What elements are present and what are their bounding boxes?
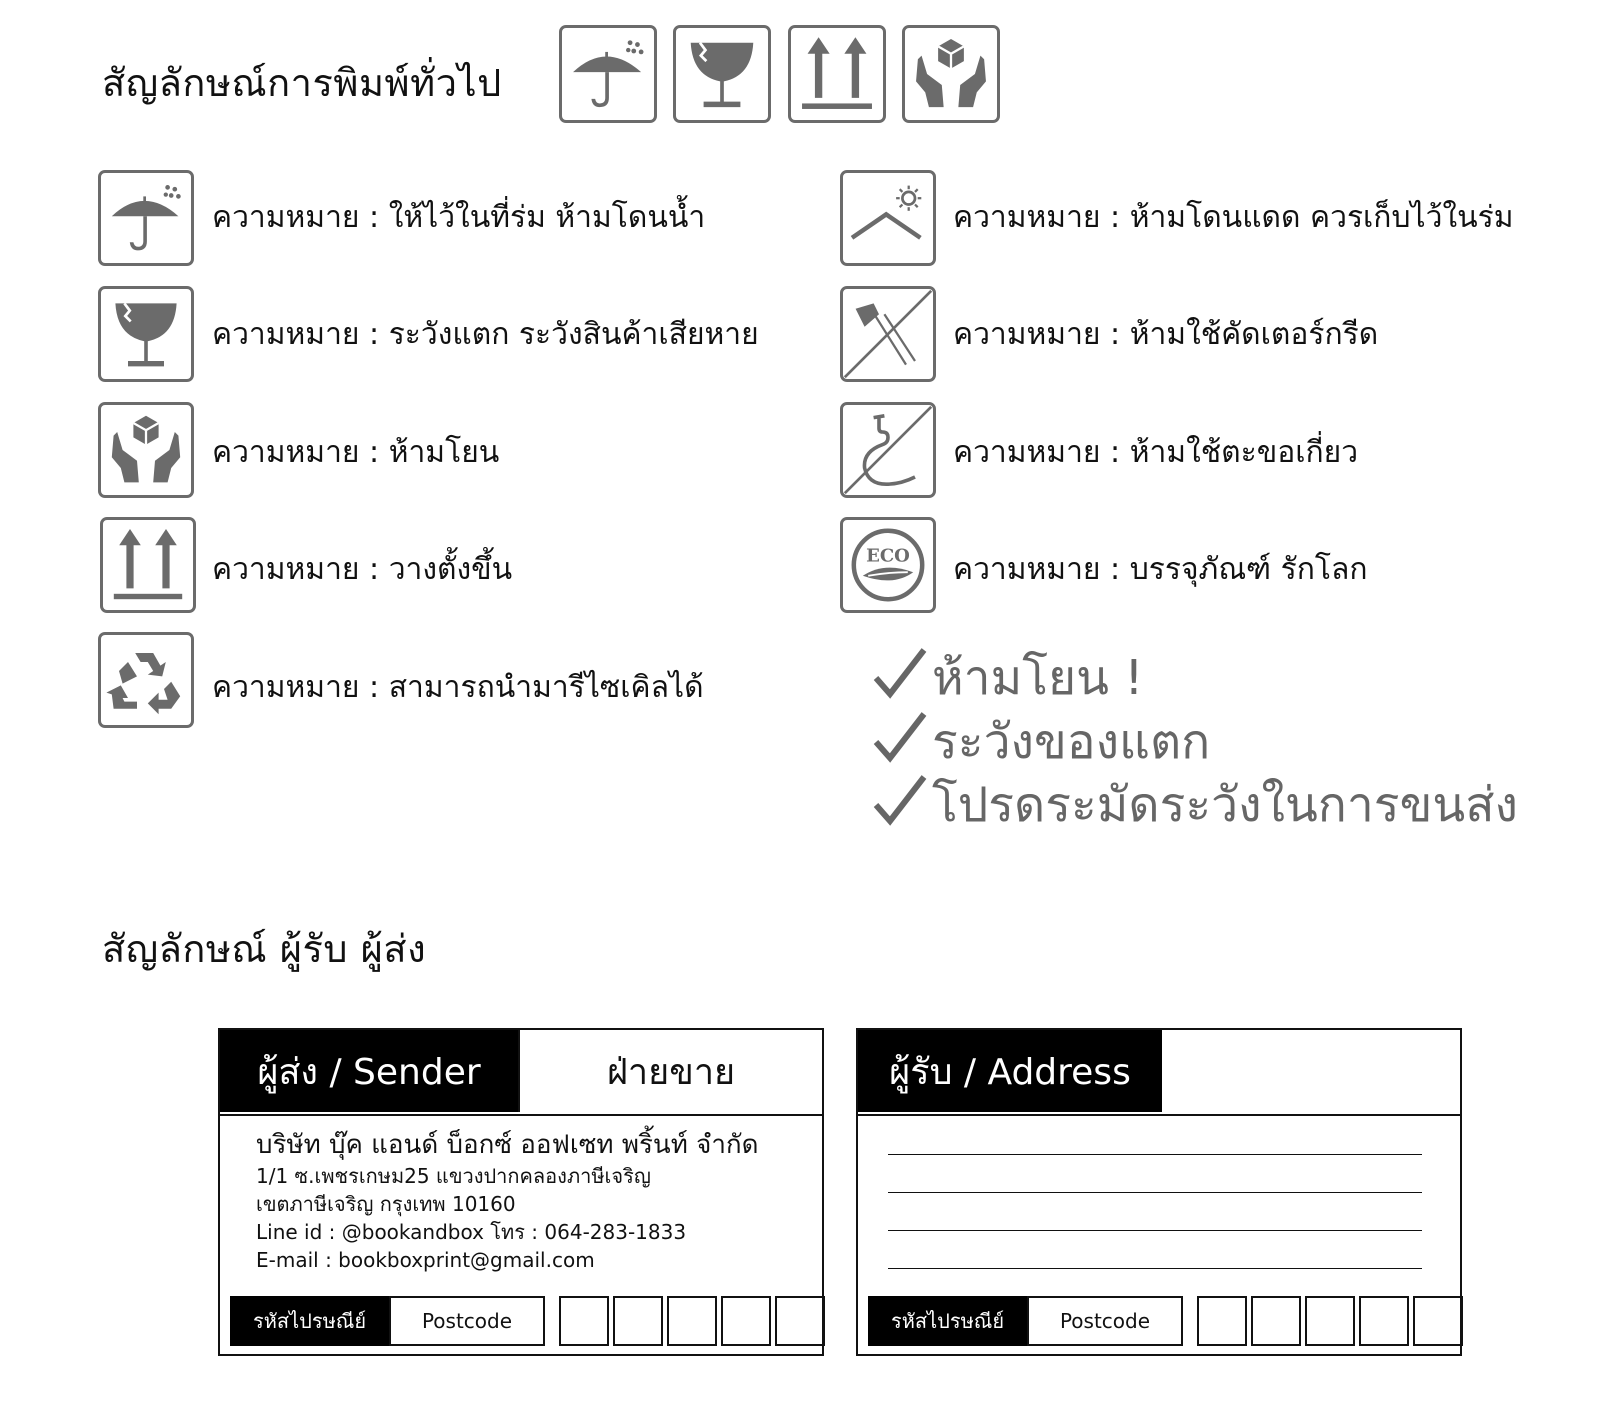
eco-label: ECO	[866, 545, 910, 567]
postcode-label-en: Postcode	[1027, 1296, 1183, 1346]
this-way-up-icon	[100, 517, 196, 613]
postcode-digit-box[interactable]	[1197, 1296, 1247, 1346]
sender-card-header	[220, 1030, 822, 1116]
this-way-up-icon	[788, 25, 886, 123]
address-line: 1/1 ซ.เพชรเกษม25 แขวงปากคลองภาษีเจริญ	[256, 1164, 651, 1188]
address-write-line[interactable]	[888, 1230, 1422, 1231]
checklist-item: ห้ามโยน !	[870, 648, 1143, 708]
umbrella-rain-icon	[98, 170, 194, 266]
postcode-row	[230, 1296, 829, 1346]
fragile-glass-icon	[98, 286, 194, 382]
meaning-text: ความหมาย : สามารถนำมารีไซเคิลได้	[212, 670, 704, 705]
contact-line: Line id : @bookandbox โทร : 064-283-1833	[256, 1220, 687, 1244]
checklist-item: ระวังของแตก	[870, 712, 1210, 772]
postcode-digit-box[interactable]	[667, 1296, 717, 1346]
meaning-text: ความหมาย : ให้ไว้ในที่ร่ม ห้ามโดนน้ำ	[212, 200, 706, 235]
sender-card	[218, 1028, 824, 1356]
meaning-text: ความหมาย : ห้ามใช้คัดเตอร์กรีด	[953, 317, 1379, 352]
meaning-text: ความหมาย : ห้ามโดนแดด ควรเก็บไว้ในร่ม	[953, 200, 1514, 235]
checkmark-icon	[870, 648, 930, 708]
no-cutter-icon	[840, 286, 936, 382]
postcode-label-en: Postcode	[389, 1296, 545, 1346]
postcode-digit-box[interactable]	[1413, 1296, 1463, 1346]
keep-out-of-sun-icon	[840, 170, 936, 266]
recipient-card-header	[858, 1030, 1460, 1116]
handle-with-care-icon	[98, 402, 194, 498]
postcode-digit-box[interactable]	[775, 1296, 825, 1346]
postcode-label-th: รหัสไปรษณีย์	[230, 1296, 389, 1346]
recycle-icon	[98, 632, 194, 728]
sender-header-label: ผู้ส่ง / Sender	[220, 1030, 518, 1112]
postcode-boxes	[559, 1296, 829, 1346]
postcode-digit-box[interactable]	[613, 1296, 663, 1346]
postcode-digit-box[interactable]	[559, 1296, 609, 1346]
handle-with-care-icon	[902, 25, 1000, 123]
postcode-boxes	[1197, 1296, 1467, 1346]
postcode-digit-box[interactable]	[1359, 1296, 1409, 1346]
meaning-text: ความหมาย : ห้ามโยน	[212, 435, 500, 470]
sender-address-block	[256, 1128, 759, 1274]
fragile-glass-icon	[673, 25, 771, 123]
recipient-header-label: ผู้รับ / Address	[858, 1030, 1162, 1112]
postcode-digit-box[interactable]	[721, 1296, 771, 1346]
address-write-line[interactable]	[888, 1154, 1422, 1155]
meaning-text: ความหมาย : บรรจุภัณฑ์ รักโลก	[953, 552, 1368, 587]
postcode-digit-box[interactable]	[1305, 1296, 1355, 1346]
checkmark-icon	[870, 712, 930, 772]
general-symbols-title: สัญลักษณ์การพิมพ์ทั่วไป	[102, 61, 502, 105]
meaning-text: ความหมาย : ห้ามใช้ตะขอเกี่ยว	[953, 435, 1359, 470]
postcode-digit-box[interactable]	[1251, 1296, 1301, 1346]
sender-recipient-title: สัญลักษณ์ ผู้รับ ผู้ส่ง	[102, 927, 427, 971]
checkmark-icon	[870, 775, 930, 835]
company-name: บริษัท บุ๊ค แอนด์ บ็อกซ์ ออฟเซท พริ้นท์ จำกัด	[256, 1130, 759, 1160]
address-write-line[interactable]	[888, 1268, 1422, 1269]
recipient-card	[856, 1028, 1462, 1356]
umbrella-rain-icon	[559, 25, 657, 123]
checklist-item: โปรดระมัดระวังในการขนส่ง	[870, 775, 1518, 835]
address-write-line[interactable]	[888, 1192, 1422, 1193]
email-line: E-mail : bookboxprint@gmail.com	[256, 1248, 595, 1272]
address-line: เขตภาษีเจริญ กรุงเทพ 10160	[256, 1192, 516, 1216]
eco-icon	[840, 517, 936, 613]
postcode-row	[868, 1296, 1467, 1346]
meaning-text: ความหมาย : ระวังแตก ระวังสินค้าเสียหาย	[212, 317, 759, 352]
postcode-label-th: รหัสไปรษณีย์	[868, 1296, 1027, 1346]
department-label: ฝ่ายขาย	[518, 1030, 822, 1112]
no-hooks-icon	[840, 402, 936, 498]
meaning-text: ความหมาย : วางตั้งขึ้น	[212, 552, 513, 587]
